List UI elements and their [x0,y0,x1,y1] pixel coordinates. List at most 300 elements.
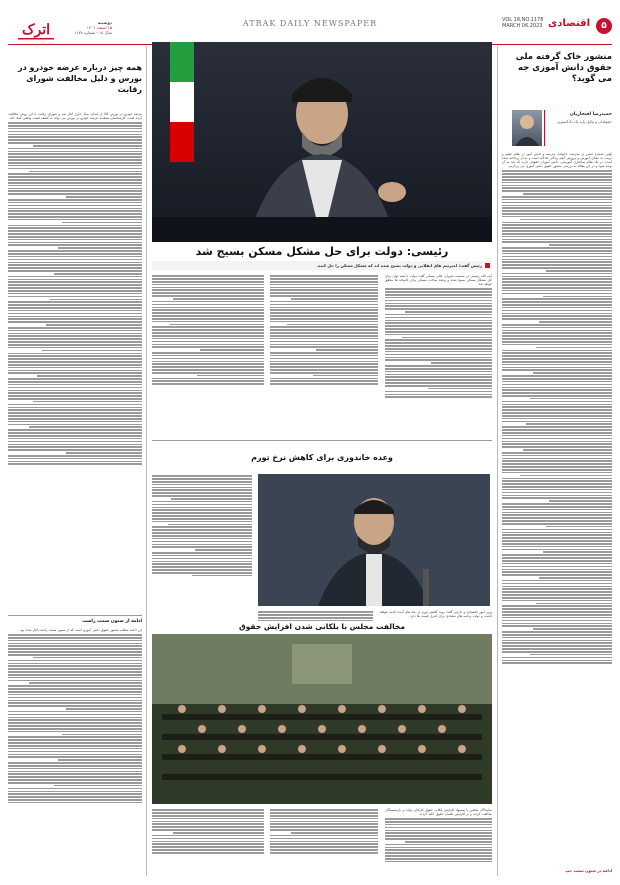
text-line [385,376,492,378]
text-line [502,566,612,568]
text-line [152,481,252,483]
text-line [8,802,142,804]
text-line [8,751,142,753]
text-line [8,381,142,383]
text-line [270,366,378,368]
text-line [502,310,612,312]
text-line [8,128,142,130]
text-line [152,504,252,506]
text-line [385,328,492,330]
volume-number: VOL 18,NO.1178 [502,17,544,23]
text-line [428,388,492,390]
text-line [520,475,612,477]
text-line [385,838,492,840]
text-line [8,742,142,744]
main-body-col [385,274,492,436]
text-line [8,293,142,295]
date-fa: ۱۵ اسفند ۱۴۰۱ [86,25,112,30]
text-line [270,318,378,320]
text-line [8,711,142,713]
text-line [8,159,142,161]
text-line [502,287,612,289]
text-line [385,835,492,837]
text-line [8,458,142,460]
text-block [502,170,612,664]
text-line [502,637,612,639]
text-line [8,236,142,238]
text-line [502,355,612,357]
text-line [270,843,378,845]
masthead [0,0,620,42]
issue-fa: سال ۱۸ - شماره ۱۱۷۸ [74,30,112,35]
text-line [502,478,612,480]
text-line [152,363,264,365]
text-line [502,657,612,659]
text-line [502,483,612,485]
page-number: ۵ [596,18,612,34]
text-line [152,835,264,837]
text-line [270,352,378,354]
text-line [385,294,492,296]
text-line [152,341,264,343]
text-line [385,396,492,398]
text-line [533,628,612,630]
text-line [8,415,142,417]
text-line [152,281,264,283]
text-line [8,717,142,719]
text-line [152,495,252,497]
text-line [152,372,264,374]
text-line [270,287,378,289]
text-line [502,241,612,243]
text-line [8,768,142,770]
text-line [502,560,612,562]
text-line [270,289,378,291]
text-line [270,338,378,340]
text-line [502,480,612,482]
story2-headline: وعده خاندوزی برای کاهش نرخ تورم [251,453,393,462]
text-line [152,852,264,854]
text-line [8,387,142,389]
text-line [502,634,612,636]
text-line [385,303,492,305]
text-line [502,600,612,602]
text-line [152,838,264,840]
text-line [502,199,612,201]
text-line [8,412,142,414]
text-line [152,321,264,323]
text-line [502,529,612,531]
text-line [502,213,612,215]
text-line [502,517,612,519]
text-line [530,654,613,656]
text-line [8,125,142,127]
text-line [502,190,612,192]
text-line [502,307,612,309]
text-line [502,170,612,172]
text-block [270,275,378,385]
text-line [8,665,142,667]
text-line [8,216,142,218]
text-line [8,244,142,246]
text-line [8,153,142,155]
left-continued-body [8,628,142,876]
text-line [46,324,142,326]
text-line [8,367,142,369]
text-line [152,278,264,280]
text-line [8,793,142,795]
text-line [405,841,492,843]
text-line [270,846,378,848]
text-block [152,475,252,576]
text-line [152,541,252,543]
text-line [8,131,142,133]
text-line [502,173,612,175]
text-line [502,540,612,542]
text-line [152,329,264,331]
text-line [8,779,142,781]
text-line [8,765,142,767]
text-line [8,205,142,207]
text-line [8,694,142,696]
text-line [8,358,142,360]
divider [152,440,492,441]
text-line [385,342,492,344]
text-line [8,438,142,440]
text-line [58,759,142,761]
text-line [385,374,492,376]
text-line [291,832,378,834]
text-line [152,809,264,811]
text-line [8,290,142,292]
text-line [502,486,612,488]
right-body [502,152,612,867]
parliament-photo [152,634,492,804]
text-line [8,210,142,212]
text-line [8,335,142,337]
text-line [8,378,142,380]
text-line [8,333,142,335]
text-line [8,296,142,298]
text-line [8,739,142,741]
right-body-text: اولین شماره جشن در مدرسه. خانواده، مدرسه و دانش آموز در نظام تعلیم و تربیت به معنای آموزش و پرورش آنچه زندگی عادلانه است و به آن پرداخته شده است. در یک نظام ساختاری آموزشی، دانش آموزان حقوقی دارند که باید به آن توجه شود و در این مقاله به بررسی منشور حقوق دانش آموزی می پردازیم. [502,152,612,169]
text-line [536,347,612,349]
text-line [502,185,612,187]
text-line [502,401,612,403]
text-line [385,308,492,310]
text-line [8,179,142,181]
text-line [385,297,492,299]
text-line [385,288,492,290]
text-line [152,312,264,314]
text-line [8,162,142,164]
text-line [8,264,142,266]
text-line [313,375,378,377]
main-subheadline: رئیس گفت: امیرتیم های انقلابی و دولت بسیج شده اند که مشکل مسکن را حل کنند. [316,263,482,268]
text-line [502,415,612,417]
text-line [270,838,378,840]
text-line [502,662,612,664]
text-line [270,307,378,309]
text-line [502,227,612,229]
text-line [502,207,612,209]
text-line [502,463,612,465]
text-line [502,392,612,394]
text-line [385,339,492,341]
text-line [8,270,142,272]
text-line [536,603,612,605]
text-line [270,321,378,323]
text-line [152,380,264,382]
text-line [58,247,142,249]
text-line [546,526,612,528]
text-line [502,489,612,491]
text-line [502,250,612,252]
text-line [8,364,142,366]
text-line [8,287,142,289]
text-line [502,443,612,445]
text-line [8,640,142,642]
text-line [8,355,142,357]
text-line [270,346,378,348]
text-line [385,855,492,857]
text-line [385,345,492,347]
text-line [29,682,142,684]
text-line [197,375,264,377]
text-line [385,847,492,849]
text-line [502,281,612,283]
text-line [405,311,492,313]
text-line [8,700,142,702]
text-line [8,384,142,386]
right-continued: ادامه در ستون سمت چپ [565,868,612,873]
text-line [502,350,612,352]
text-line [8,685,142,687]
subheadline-box [152,261,492,270]
text-line [8,691,142,693]
text-line [152,569,252,571]
text-line [8,441,142,443]
text-line [152,335,264,337]
text-line [533,372,612,374]
text-line [8,281,142,283]
text-line [502,187,612,189]
text-line [8,725,142,727]
text-line [270,358,378,360]
text-line [502,549,612,551]
main-body-col [270,274,378,436]
text-line [385,371,492,373]
text-line [385,379,492,381]
text-line [8,173,142,175]
volume-info [502,17,543,29]
text-line [8,435,142,437]
text-line [543,551,612,553]
text-line [270,823,378,825]
text-line [8,353,142,355]
text-line [152,841,264,843]
text-line [270,304,378,306]
text-line [502,583,612,585]
text-line [8,688,142,690]
text-line [502,645,612,647]
text-line [8,395,142,397]
text-line [385,359,492,361]
text-line [502,640,612,642]
text-line [8,390,142,392]
text-line [502,253,612,255]
text-line [502,247,612,249]
text-line [502,278,612,280]
text-line [270,372,378,374]
text-line [270,326,378,328]
text-line [502,327,612,329]
text-line [502,460,612,462]
text-line [385,821,492,823]
text-line [8,225,142,227]
text-line [502,222,612,224]
text-line [8,407,142,409]
author-name: حمیدرضا افتخاریان [570,112,612,117]
text-line [8,156,142,158]
text-line [8,279,142,281]
text-line [152,563,252,565]
main-body-text: آیت الله رئیسی در نشست شورای عالی مسکن گفت دولت با همه توان برای حل مشکل مسکن بسیج شده و وعده ساخت مسکن برای خانواده ها محقق خواهد شد. [385,274,492,287]
text-line [431,362,492,364]
text-line [502,543,612,545]
text-line [502,261,612,263]
text-line [8,773,142,775]
text-line [523,449,612,451]
text-line [192,575,252,577]
text-line [8,267,142,269]
text-line [8,230,142,232]
text-line [8,714,142,716]
text-line [8,188,142,190]
text-line [8,799,142,801]
author-photo [512,110,542,146]
text-line [502,298,612,300]
text-line [8,418,142,420]
text-line [8,219,142,221]
text-line [385,830,492,832]
text-line [152,358,264,360]
story3-headline: مخالفت مجلس با بلکانی شدن افزایش حقوق [239,622,405,631]
text-line [270,309,378,311]
text-line [270,818,378,820]
text-line [502,205,612,207]
text-line [8,122,142,124]
text-line [502,352,612,354]
story2-col [152,474,252,624]
text-line [502,509,612,511]
text-line [502,236,612,238]
text-line [8,754,142,756]
text-line [502,571,612,573]
story2-body: وزیر امور اقتصادی و دارایی گفت روند کاهش تورم در ماه های آینده ادامه خواهد داشت و دولت برنامه های متعددی برای کنترل قیمت ها دارد. [380,610,492,619]
text-line [502,387,612,389]
text-line [8,449,142,451]
story3-col [152,808,264,876]
text-block [258,611,373,621]
text-line [152,829,264,831]
text-line [502,497,612,499]
text-line [8,776,142,778]
text-line [291,298,378,300]
text-line [8,316,142,318]
text-line [8,446,142,448]
text-line [502,580,612,582]
text-line [502,469,612,471]
text-line [502,534,612,536]
story3-col [385,808,492,876]
text-line [385,357,492,359]
text-line [502,523,612,525]
text-line [8,208,142,210]
text-line [502,381,612,383]
text-line [8,242,142,244]
text-line [8,142,142,144]
text-line [385,391,492,393]
main-headline: رئیسی: دولت برای حل مشکل مسکن بسیج شد [195,245,449,258]
text-line [37,375,142,377]
text-line [152,492,252,494]
text-line [502,512,612,514]
text-line [502,179,612,181]
text-line [385,314,492,316]
text-line [152,383,264,385]
text-line [173,832,264,834]
text-line [385,317,492,319]
text-line [66,196,142,198]
text-line [385,305,492,307]
text-line [502,563,612,565]
text-line [530,398,613,400]
text-line [8,372,142,374]
text-line [270,275,378,277]
text-line [152,561,252,563]
text-line [8,185,142,187]
text-line [502,506,612,508]
text-line [8,674,142,676]
text-line [8,782,142,784]
text-line [8,307,142,309]
text-line [502,406,612,408]
text-line [502,216,612,218]
text-line [29,426,142,428]
column-divider [146,46,147,876]
text-line [152,566,252,568]
text-line [8,651,142,653]
text-line [270,841,378,843]
text-line [502,432,612,434]
text-line [546,270,612,272]
text-block [152,809,264,853]
text-line [270,278,378,280]
text-line [385,852,492,854]
text-line [270,829,378,831]
text-line [54,785,142,787]
text-line [270,383,378,385]
author-rule [544,110,545,146]
text-line [152,475,252,477]
text-line [502,256,612,258]
text-line [502,230,612,232]
text-line [8,313,142,315]
text-line [502,284,612,286]
text-line [258,614,373,616]
text-line [8,344,142,346]
